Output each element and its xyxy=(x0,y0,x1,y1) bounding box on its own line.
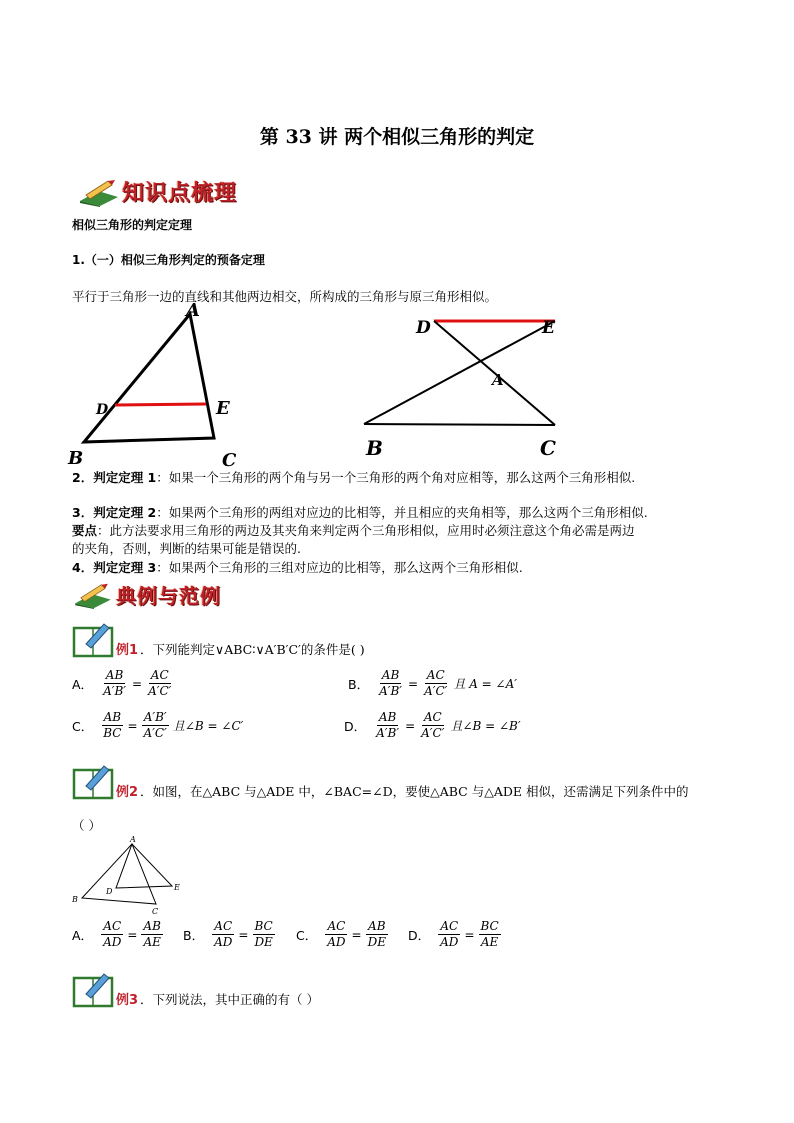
label-a: A xyxy=(130,835,136,844)
item1-text: 平行于三角形一边的直线和其他两边相交，所构成的三角形与原三角形相似。 xyxy=(72,289,498,304)
fraction: $\frac{AC}{AD}$ xyxy=(214,919,233,949)
fraction: $\frac{AB}{A'B'}$ xyxy=(376,710,400,740)
segment-bc xyxy=(364,424,555,425)
ex2-option-a[interactable]: A． $\frac{AC}{AD}$ = $\frac{AB}{AE}$ xyxy=(72,919,161,949)
ex2-option-c[interactable]: C． $\frac{AC}{AD}$ = $\frac{AB}{DE}$ xyxy=(296,919,386,949)
example-question: ．下列说法，其中正确的有（ ） xyxy=(140,992,320,1007)
item1-heading: 1.（一）相似三角形判定的预备定理 xyxy=(72,253,265,267)
label-b: B xyxy=(72,895,78,904)
fraction: $\frac{BC}{DE}$ xyxy=(254,919,273,949)
example-1 xyxy=(72,622,365,658)
section-banner-knowledge xyxy=(78,176,237,207)
fraction: $\frac{AC}{AD}$ xyxy=(327,919,346,949)
notebook-pencil-icon xyxy=(72,764,116,800)
book-pencil-icon xyxy=(72,581,114,609)
section-heading: 相似三角形的判定定理 xyxy=(72,218,193,232)
fraction: $\frac{AC}{A'C'}$ xyxy=(424,668,448,698)
keypoint-line1: 要点：此方法要求用三角形的两边及其夹角来判定两个三角形相似，应用时必须注意这个角必需是两边 xyxy=(72,523,635,538)
label-a: A xyxy=(186,300,200,321)
notebook-pencil-icon xyxy=(72,972,116,1008)
label-a: A xyxy=(492,371,504,389)
banner-title: 典例与范例 xyxy=(116,584,221,608)
ex1-option-d[interactable]: D． $\frac{AB}{A'B'}$ = $\frac{AC}{A'C'}$ 且∠B = ∠B′ xyxy=(344,710,521,740)
example-label: 例1 xyxy=(116,643,139,658)
example-label: 例2 xyxy=(116,785,139,800)
fraction: $\frac{AB}{A'B'}$ xyxy=(379,668,403,698)
book-pencil-icon xyxy=(78,177,120,207)
page-title: 第 33 讲 两个相似三角形的判定 xyxy=(259,126,535,148)
answer-paren: （ ） xyxy=(72,818,101,833)
example-label: 例3 xyxy=(116,993,139,1008)
ex1-option-a[interactable]: A． $\frac{AB}{A'B'}$ = $\frac{AC}{A'C'}$ xyxy=(72,668,172,698)
label-c: C xyxy=(222,450,237,470)
label-e: E xyxy=(174,883,180,892)
fraction: $\frac{AB}{BC}$ xyxy=(103,710,122,740)
fraction: $\frac{AC}{A'C'}$ xyxy=(148,668,172,698)
fraction: $\frac{AC}{A'C'}$ xyxy=(421,710,445,740)
ex1-option-b[interactable]: B． $\frac{AB}{A'B'}$ = $\frac{AC}{A'C'}$ 且 A = ∠A′ xyxy=(348,668,517,698)
keypoint-line2: 的夹角，否则，判断的结果可能是错误的. xyxy=(72,541,301,556)
example-question: ．如图，在△ABC 与△ADE 中，∠BAC=∠D，要使△ABC 与△ADE 相似，还需满足下列条件中的 xyxy=(140,784,689,799)
triangle-figure-3 xyxy=(68,832,188,918)
segment-de xyxy=(115,404,206,405)
triangle-abc xyxy=(82,844,156,904)
example-3 xyxy=(72,972,319,1008)
label-e: E xyxy=(216,398,230,419)
label-d: D xyxy=(106,887,113,896)
theorem-1: 2．判定定理 1：如果一个三角形的两个角与另一个三角形的两个角对应相等，那么这两个三角形相似. xyxy=(72,470,636,485)
fraction: $\frac{AB}{A'B'}$ xyxy=(103,668,126,698)
label-d: D xyxy=(96,402,109,418)
label-b: B xyxy=(68,448,84,469)
ex2-option-b[interactable]: B． $\frac{AC}{AD}$ = $\frac{BC}{DE}$ xyxy=(183,919,273,949)
theorem-3: 4．判定定理 3：如果两个三角形的三组对应边的比相等，那么这两个三角形相似. xyxy=(72,560,523,575)
ex2-option-d[interactable]: D． $\frac{AC}{AD}$ = $\frac{BC}{AE}$ xyxy=(408,919,499,949)
label-c: C xyxy=(540,436,556,460)
theorem-2: 3．判定定理 2：如果两个三角形的两组对应边的比相等，并且相应的夹角相等，那么这两个三角形相似. xyxy=(72,505,648,520)
notebook-pencil-icon xyxy=(72,622,116,658)
triangle-ade xyxy=(116,844,172,888)
fraction: $\frac{AB}{DE}$ xyxy=(367,919,386,949)
ex1-option-c[interactable]: C． $\frac{AB}{BC}$ = $\frac{A'B'}{A'C'}$ 且∠B = ∠C′ xyxy=(72,710,244,740)
triangle-figure-2 xyxy=(352,310,572,462)
label-b: B xyxy=(366,436,383,460)
example-2 xyxy=(72,764,688,800)
fraction: $\frac{A'B'}{A'C'}$ xyxy=(143,710,167,740)
triangle-figure-1 xyxy=(60,298,260,470)
segment-eb xyxy=(364,321,555,424)
fraction: $\frac{AC}{AD}$ xyxy=(103,919,122,949)
label-d: D xyxy=(416,318,431,338)
label-c: C xyxy=(152,907,159,916)
label-e: E xyxy=(542,318,555,338)
section-banner-examples xyxy=(72,580,221,609)
triangle-abc xyxy=(84,314,214,442)
fraction: $\frac{AC}{AD}$ xyxy=(440,919,459,949)
fraction: $\frac{BC}{AE}$ xyxy=(480,919,499,949)
example-question: ．下列能判定∨ABC∶∨A′B′C′的条件是( ) xyxy=(140,642,365,657)
banner-title: 知识点梳理 xyxy=(122,181,238,206)
fraction: $\frac{AB}{AE}$ xyxy=(143,919,161,949)
